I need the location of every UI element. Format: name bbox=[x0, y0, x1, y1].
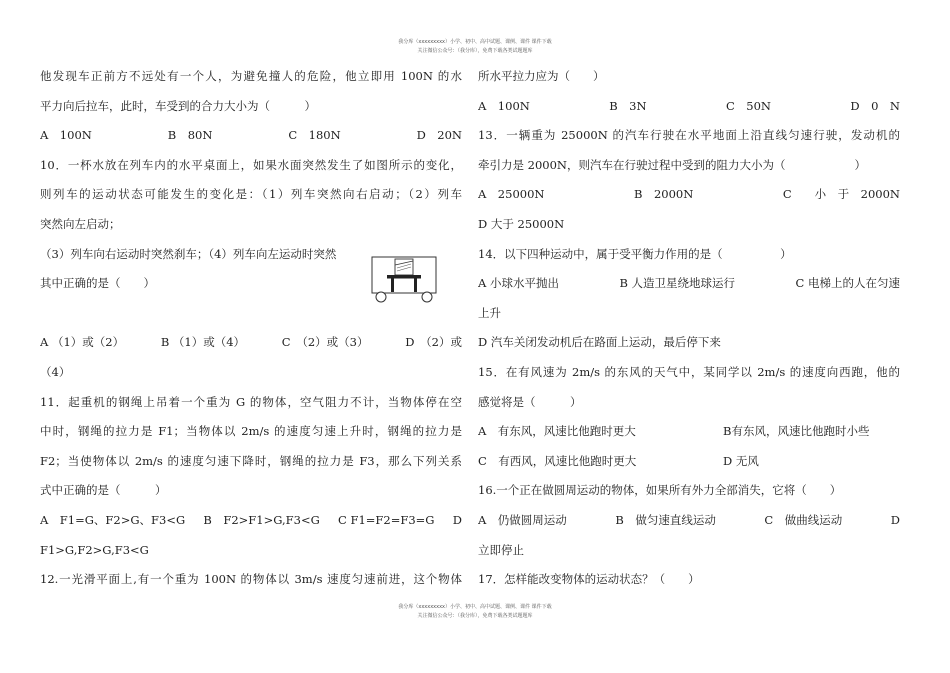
page-header bbox=[0, 38, 950, 56]
q11-line-3: F2；当使物体以 2m/s 的速度匀速下降时，钢绳的拉力是 F3，那么下列关系 bbox=[40, 453, 462, 468]
q10-line-4: （3）列车向右运动时突然刹车；（4）列车向左运动时突然 bbox=[40, 246, 337, 261]
header-line-2: 关注微信公众号：（我分库），免费下载各类试题题库 bbox=[417, 48, 533, 54]
q12-option-a: A 100N bbox=[478, 98, 530, 113]
header-line-1: 我分库（xxxxxxxxx）小学、初中、高中试题、课例、课件 课件下载 bbox=[398, 39, 552, 45]
q11-option-a: A F1=G、F2>G、F3<G bbox=[40, 512, 186, 527]
q14-options bbox=[478, 269, 900, 299]
q10-options bbox=[40, 328, 462, 358]
footer-line-1: 我分库（xxxxxxxxx）小学、初中、高中试题、课例、课件 课件下载 bbox=[398, 604, 552, 610]
q11-options bbox=[40, 506, 462, 536]
q16-option-d: D bbox=[890, 512, 900, 527]
right-column bbox=[478, 62, 900, 595]
q12-option-c: C 50N bbox=[725, 98, 771, 113]
q11-option-b: B F2>F1>G,F3<G bbox=[203, 512, 320, 527]
left-column bbox=[40, 62, 462, 595]
q16-options bbox=[478, 506, 900, 536]
q9-option-d: D 20N bbox=[416, 128, 462, 143]
q10-line-1: 10．一杯水放在列车内的水平桌面上，如果水面突然发生了如图所示的变化， bbox=[40, 157, 462, 172]
q11-line-2: 中时，钢绳的拉力是 F1；当物体以 2m/s 的速度匀速上升时，钢绳的拉力是 bbox=[40, 424, 462, 439]
q13-line-2: 牵引力是 2000N，则汽车在行驶过程中受到的阻力大小为（ ） bbox=[478, 157, 866, 172]
q11-option-d-tail: F1>G,F2>G,F3<G bbox=[40, 542, 149, 557]
q16-option-b: B 做匀速直线运动 bbox=[615, 512, 716, 527]
q14-option-c-tail: 上升 bbox=[478, 305, 501, 320]
q10-option-b: B （1）或（4） bbox=[160, 335, 246, 350]
q10-option-a: A （1）或（2） bbox=[40, 335, 125, 350]
q12-line-1: 12.一光滑平面上,有一个重为 100N 的物体以 3m/s 速度匀速前进，这个物体 bbox=[40, 572, 462, 587]
q10-option-c: C （2）或（3） bbox=[281, 335, 369, 350]
q16-option-c: C 做曲线运动 bbox=[764, 512, 843, 527]
q15-options-cd bbox=[478, 447, 900, 477]
q10-line-3: 突然向左启动； bbox=[40, 216, 121, 231]
q10-option-d: D （2）或 bbox=[405, 335, 462, 350]
q14-option-a: A 小球水平抛出 bbox=[478, 276, 559, 291]
q15-option-d: D 无风 bbox=[723, 453, 759, 468]
q9-options bbox=[40, 121, 462, 151]
footer-line-2: 关注微信公众号：（我分库），免费下载各类试题题库 bbox=[417, 613, 533, 619]
q15-options-ab bbox=[478, 417, 900, 447]
q14-option-b: B 人造卫星绕地球运行 bbox=[619, 276, 736, 291]
q9-option-a: A 100N bbox=[40, 128, 92, 143]
q12-option-b: B 3N bbox=[609, 98, 647, 113]
page-footer bbox=[0, 603, 950, 621]
train-water-cup-figure bbox=[369, 255, 439, 305]
q10-line-5: 其中正确的是（ ） bbox=[40, 276, 155, 291]
q11-option-c: C F1=F2=F3=G bbox=[338, 512, 435, 527]
q13-option-a: A 25000N bbox=[478, 187, 545, 202]
q13-option-d: D 大于 25000N bbox=[478, 216, 565, 231]
q9-line-1: 他发现车正前方不远处有一个人，为避免撞人的危险，他立即用 100N 的水 bbox=[40, 69, 462, 83]
q16-option-a: A 仍做圆周运动 bbox=[478, 512, 567, 527]
q11-option-d: D bbox=[452, 512, 462, 527]
q10-option-d-tail: （4） bbox=[40, 364, 71, 379]
q10-line-2: 则列车的运动状态可能发生的变化是：（1）列车突然向右启动；（2）列车 bbox=[40, 187, 462, 202]
q12-options bbox=[478, 92, 900, 122]
q14-line-1: 14．以下四种运动中，属于受平衡力作用的是（ ） bbox=[478, 246, 792, 261]
q11-line-1: 11．起重机的钢绳上吊着一个重为 G 的物体，空气阻力不计，当物体停在空 bbox=[40, 394, 462, 409]
q17-line-1: 17．怎样能改变物体的运动状态？（ ） bbox=[478, 572, 700, 587]
q13-option-c: C 小 于 2000N bbox=[782, 187, 900, 202]
q13-option-b: B 2000N bbox=[634, 187, 694, 202]
q11-line-4: 式中正确的是（ ） bbox=[40, 483, 167, 498]
q9-option-b: B 80N bbox=[167, 128, 213, 143]
q16-option-d-tail: 立即停止 bbox=[478, 542, 524, 557]
q16-line-1: 16.一个正在做圆周运动的物体，如果所有外力全部消失，它将（ ） bbox=[478, 483, 842, 498]
q15-line-2: 感觉将是（ ） bbox=[478, 394, 582, 409]
q14-option-c: C 电梯上的人在匀速 bbox=[795, 276, 900, 291]
q12-option-d: D 0 N bbox=[850, 98, 900, 113]
q15-option-b: B有东风，风速比他跑时小些 bbox=[723, 424, 870, 439]
q15-option-a: A 有东风，风速比他跑时更大 bbox=[478, 424, 636, 439]
q9-line-2: 平力向后拉车，此时，车受到的合力大小为（ ） bbox=[40, 98, 316, 113]
q15-option-c: C 有西风，风速比他跑时更大 bbox=[478, 453, 637, 468]
q9-option-c: C 180N bbox=[288, 128, 341, 143]
q13-line-1: 13．一辆重为 25000N 的汽车行驶在水平地面上沿直线匀速行驶，发动机的 bbox=[478, 128, 900, 143]
q14-option-d: D 汽车关闭发动机后在路面上运动，最后停下来 bbox=[478, 335, 721, 350]
q15-line-1: 15．在有风速为 2m/s 的东风的天气中，某同学以 2m/s 的速度向西跑，他的 bbox=[478, 364, 900, 379]
q12-line-2: 所水平拉力应为（ ） bbox=[478, 69, 605, 83]
q13-options bbox=[478, 180, 900, 210]
